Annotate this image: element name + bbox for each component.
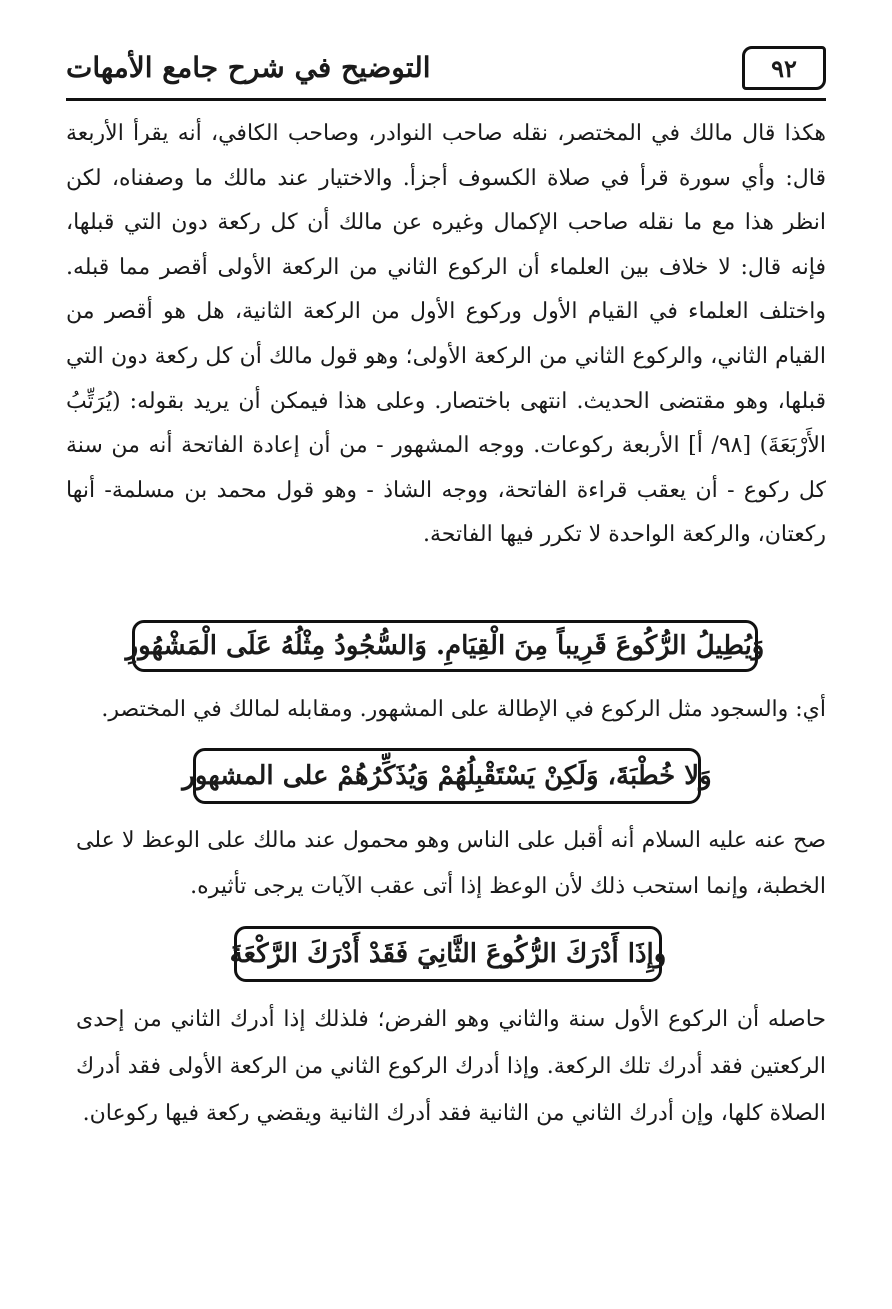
- commentary-paragraph-2: [96, 688, 826, 732]
- page-header: [66, 40, 826, 98]
- paragraph-text: حاصله أن الركوع الأول سنة والثاني وهو الفرض؛ فلذلك إذا أدرك الثاني من إحدى الركعتين فقد أدرك تلك الركعة. وإذا أدرك الركوع الثاني من الركعة الأولى فقد أدرك الصلاة كلها، وإن أدرك الثاني من الثانية فقد أدرك الثانية ويقضي ركعة فيها ركوعان.: [76, 1007, 826, 1126]
- matn-box-3: [229, 926, 667, 982]
- header-divider: [66, 98, 826, 101]
- book-title: التوضيح في شرح جامع الأمهات: [66, 51, 431, 84]
- paragraph-text: هكذا قال مالك في المختصر، نقله صاحب النوادر، وصاحب الكافي، أنه يقرأ الأربعة قال: وأي سورة قرأ في صلاة الكسوف أجزأ. والاختيار عند مالك ما وصفناه، لكن انظر هذا مع ما نقله صاحب الإكمال وغيره عن مالك أن كل ركعة دون التي قبلها، فإنه قال: لا خلاف بين العلماء أن الركوع الثاني من الركعة الأولى أقصر مما قبله. واختلف العلماء في القيام الأول وركوع الأول من الركعة الثانية، هل هو أقصر من القيام الثاني، والركوع الثاني من الركعة الأولى؛ وهو قول مالك أن كل ركعة دون التي قبلها، وهو مقتضى الحديث. انتهى باختصار. وعلى هذا فيمكن أن يريد بقوله: (يُرَتِّبُ الأَرْبَعَةَ) [٩٨/ أ] الأربعة ركوعات. ووجه المشهور - من أن إعادة الفاتحة أنه من سنة كل ركوع - أن يعقب قراءة الفاتحة، ووجه الشاذ - وهو قول محمد بن مسلمة- أنها ركعتان، والركعة الواحدة لا تكرر فيها الفاتحة.: [66, 121, 826, 548]
- matn-text: وَيُطِيلُ الرُّكُوعَ قَرِيباً مِنَ الْقِيَامِ. وَالسُّجُودُ مِثْلُهُ عَلَى الْمَشْهُورِ: [125, 631, 765, 661]
- commentary-paragraph-4: [76, 996, 826, 1196]
- matn-box-2: [182, 748, 712, 804]
- commentary-paragraph-1: [66, 112, 826, 602]
- matn-text: وإِذَا أَدْرَكَ الرُّكُوعَ الثَّانِيَ فَقَدْ أَدْرَكَ الرَّكْعَةَ: [229, 939, 667, 969]
- commentary-paragraph-3: [76, 818, 826, 910]
- paragraph-text: أي: والسجود مثل الركوع في الإطالة على المشهور. ومقابله لمالك في المختصر.: [101, 697, 826, 722]
- page-number: ٩٢: [742, 46, 826, 90]
- paragraph-text: صح عنه عليه السلام أنه أقبل على الناس وهو محمول عند مالك على الوعظ لا على الخطبة، وإنما استحب ذلك لأن الوعظ إذا أتى عقب الآيات يرجى تأثيره.: [76, 828, 826, 899]
- matn-box-1: [125, 620, 765, 672]
- matn-text: وَلا خُطْبَةَ، وَلَكِنْ يَسْتَقْبِلُهُمْ وَيُذَكِّرُهُمْ على المشهور: [182, 761, 712, 791]
